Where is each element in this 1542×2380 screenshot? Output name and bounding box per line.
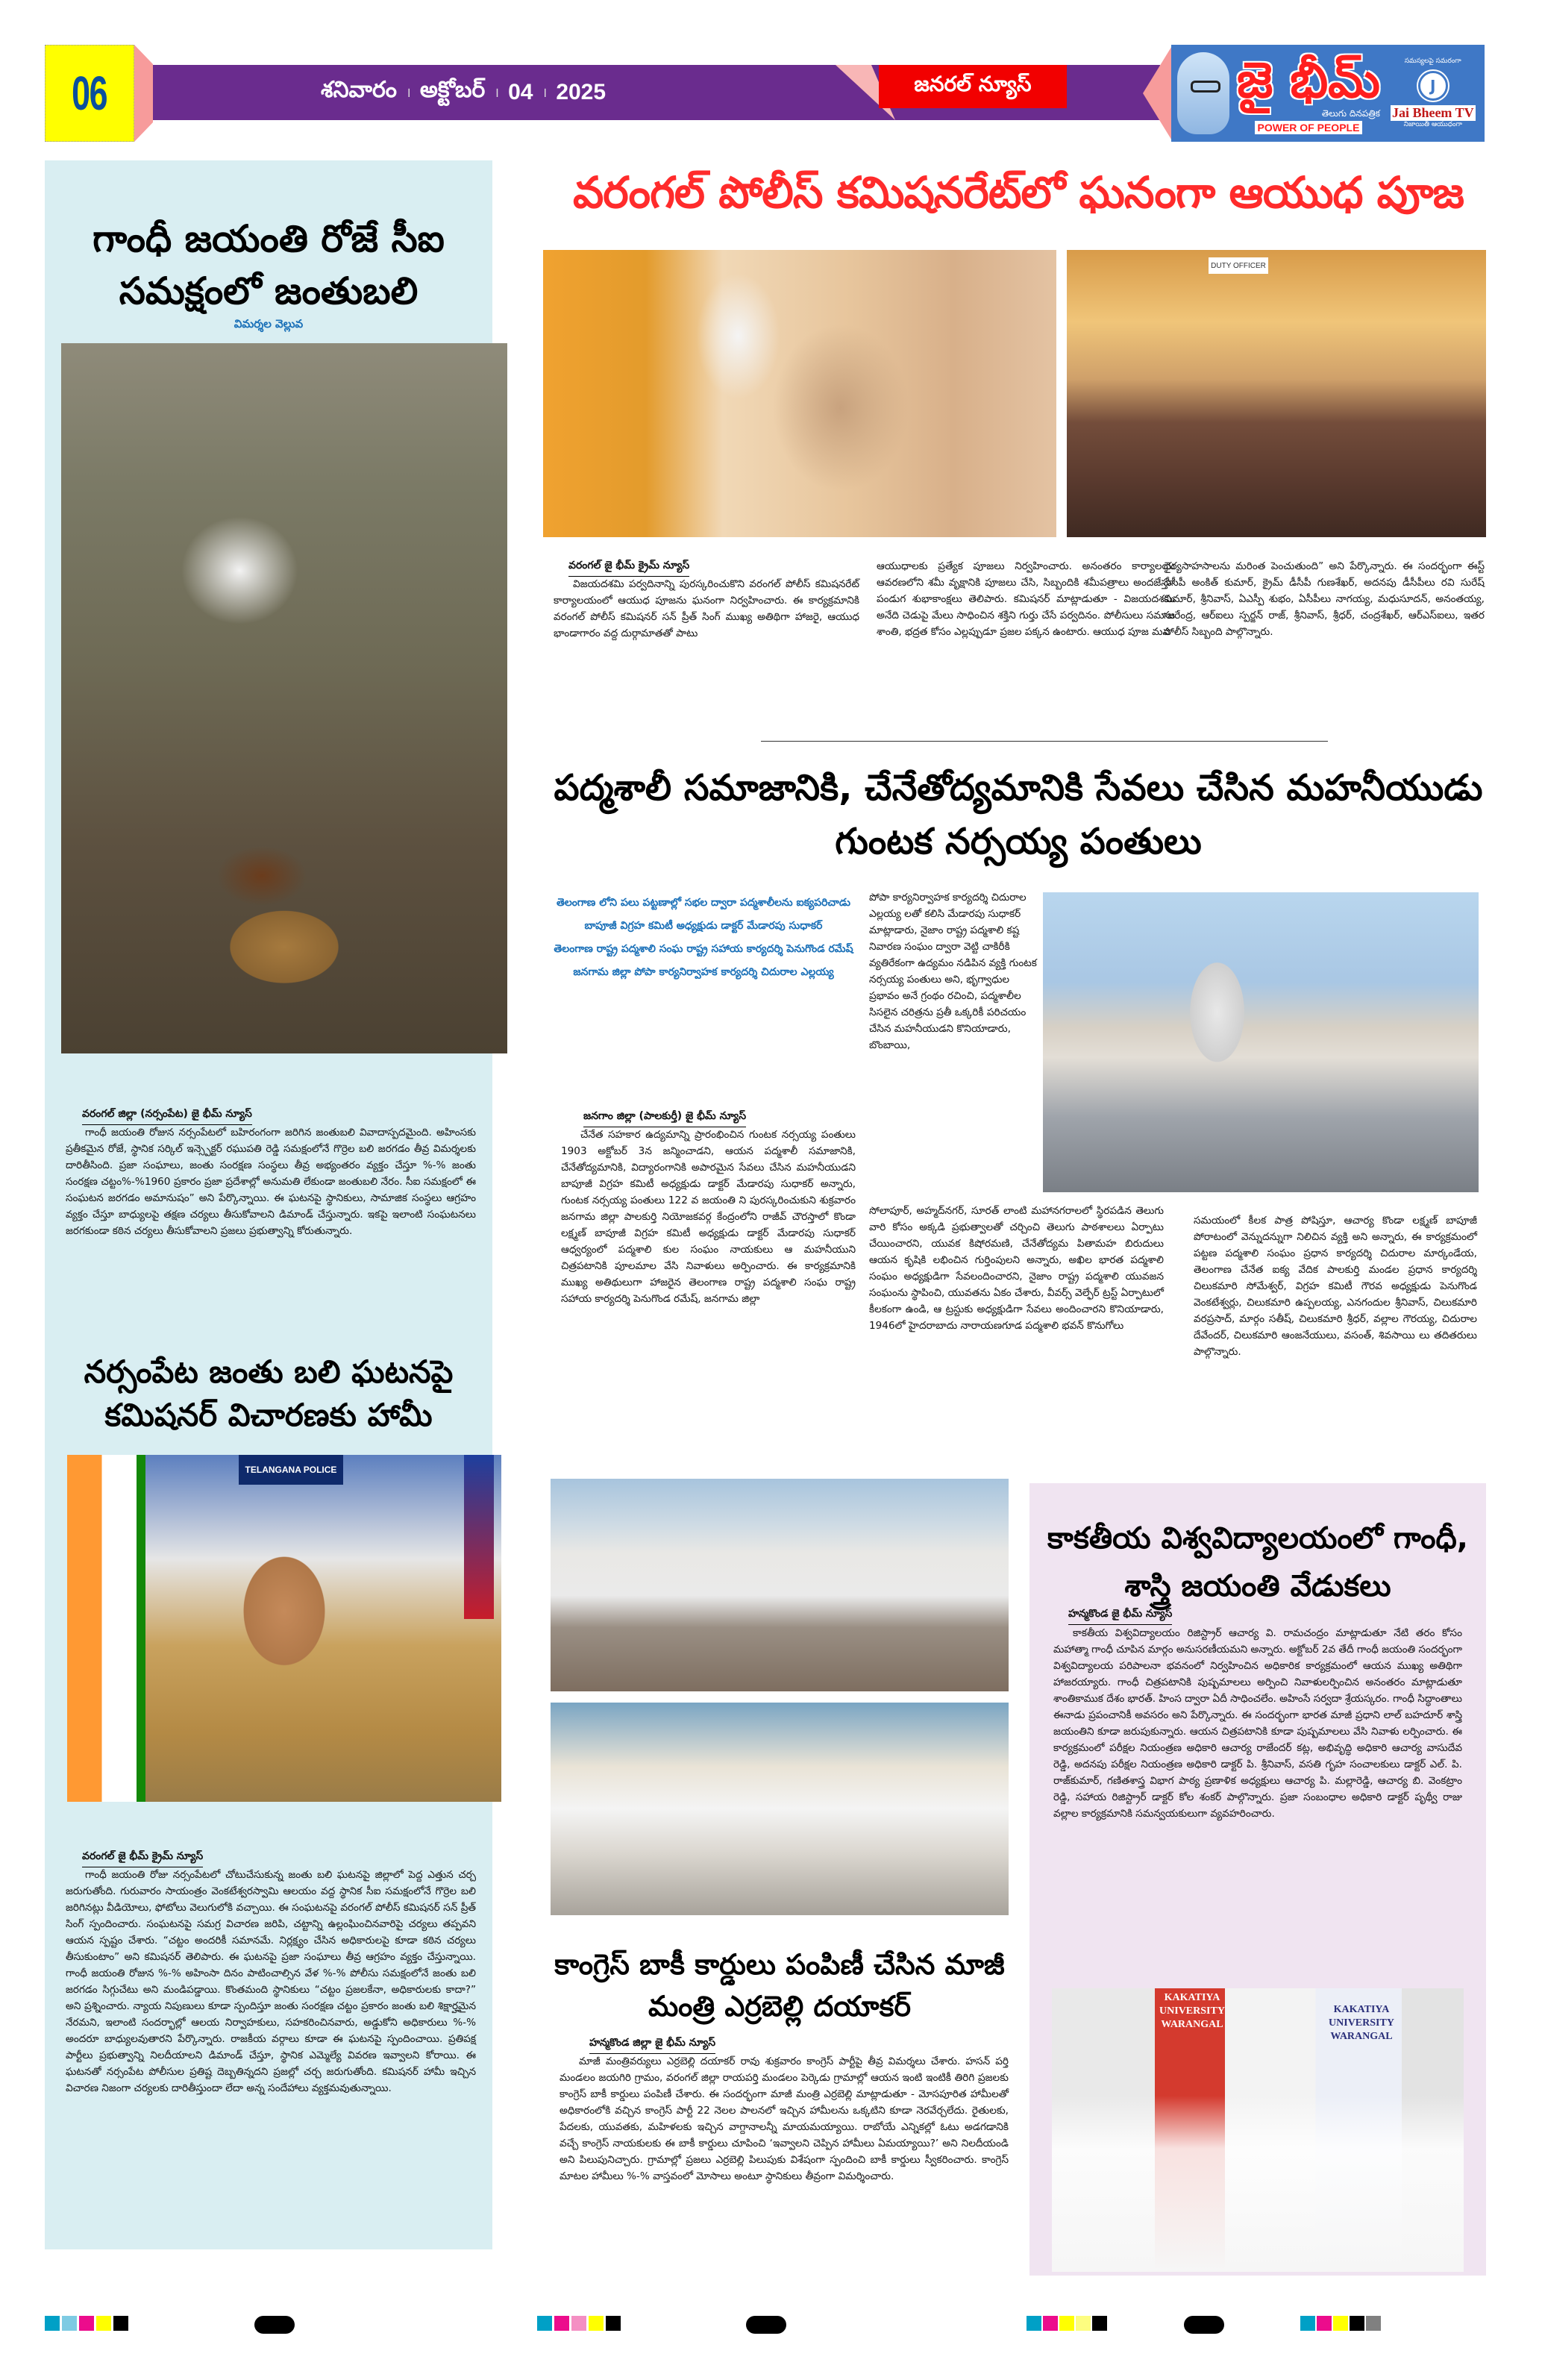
animal-sacrifice-crowd-photo [61,343,507,1053]
registration-mark-yellow [589,2316,604,2331]
tv-top-slogan: సమస్యలపై సమరంగా [1404,57,1461,65]
registration-mark-light-cyan [62,2316,77,2331]
article-body-animal-sacrifice [66,1124,476,1239]
police-sign: TELANGANA POLICE [239,1455,343,1485]
registration-mark-cyan [1027,2316,1041,2331]
registration-mark-black [606,2316,621,2331]
article-highlights [551,892,856,984]
page-number-tab-decoration [134,45,153,142]
newspaper-masthead-logo [1171,45,1485,142]
article-text: గాంధీ జయంతి రోజున నర్సంపేటలో బహిరంగంగా జరిగిన జంతుబలి వివాదాస్పదమైంది. అహింసకు ప్రతీకమైన రోజే, స్థానిక సర్కిల్ ఇన్స్పెక్టర్ రఘుపతి రెడ్డి సమక్షంలోనే గొర్రెల బలి జరగడం తీవ్ర విమర్శలకు దారితీసింది. ప్రజా సంఘాలు, జంతు సంరక్షణ సంస్థలు తీవ్ర అభ్యంతరం వ్యక్తం చేస్తూ %-% జంతు సంరక్షణ చట్టం%-%1960 ప్రకారం ప్రజా ప్రదేశాల్లో అనుమతి లేకుండా జంతుబలి నేరం. సీఐ సమక్షంలో ఈ సంఘటన జరగడం అమానుషం” అని పేర్కొన్నాయి. ఈ ఘటనపై స్థానికులు, సామాజిక సంస్థలు ఆగ్రహం వ్యక్తం చేస్తూ బాధ్యులపై తక్షణ చర్యలు తీసుకోవాలని డిమాండ్ చేస్తున్నారు. ఇకపై ఇలాంటి సంఘటనలు జరగకుండా కఠిన చర్యలు తీసుకోవాలని ప్రజలు ప్రభుత్వాన్ని కోరుతున్నారు. [66,1127,476,1237]
highlight-item: తెలంగాణ లోని పలు పట్టణాల్లో సభల ద్వారా పద్మశాలీలను ఐక్యపరిచాడు [556,897,851,909]
logo-wedge [1143,45,1173,142]
article-body-errabelli [560,2053,1009,2185]
registration-mark-black [1092,2316,1107,2331]
headline-commissioner-inquiry: నర్సంపేట జంతు బలి ఘటనపై కమిషనర్ విచారణకు హామీ [84,1353,454,1433]
headline-kakatiya-jayanti: కాకతీయ విశ్వవిద్యాలయంలో గాంధీ, శాస్త్రి జయంతి వేడుకలు [1047,1521,1468,1603]
dateline: వరంగల్ జై భీమ్ క్రైమ్ న్యూస్ [568,560,689,577]
dateline: జనగాం జిల్లా (పాలకుర్తీ) జై భీమ్ న్యూస్ [583,1110,746,1127]
registration-pill [254,2316,295,2334]
issue-day: శనివారం [321,77,397,102]
tv-suffix: TV [1455,104,1474,120]
registration-mark-magenta [554,2316,569,2331]
tv-name-text: Jai Bheem [1391,104,1452,120]
ayudha-puja-ritual-photo [543,250,1056,537]
registration-mark-magenta [1043,2316,1058,2331]
registration-mark-yellow [1059,2316,1074,2331]
article-column-1 [554,576,859,642]
article-column-2: ఆయుధాలకు ప్రత్యేక పూజలు నిర్వహించారు. అనంతరం కార్యాలయ ఆవరణలోని శమీ వృక్షానికి పూజలు చేసి, సిబ్బందికి శమీపత్రాలు అందజేస్తూ పండుగ శుభాకాంక్షలు తెలిపారు. కమిషనర్ మాట్లాడుతూ - విజయదశమి అనేది చెడుపై మేలు సాధించిన శక్తిని గుర్తు చేసే పర్వదినం. పోలీసులు సమాజ శాంతి, భద్రత కోసం ఎల్లప్పుడూ ప్రజల పక్కన ఉంటారు. ఆయుధ పూజ మన [877,560,1175,638]
tv-name [1391,105,1476,121]
weapons-display-photo [1067,250,1486,537]
village-group-photo [551,1479,1009,1691]
headline-errabelli-cards: కాంగ్రెస్ బాకీ కార్డులు పంపిణీ చేసిన మాజీ మంత్రి ఎర్రబెల్లి దయాకర్ [554,1948,1005,2023]
page-number: 06 [72,66,107,120]
page-number-box [45,45,134,142]
article-text: కాకతీయ విశ్వవిద్యాలయం రిజిస్ట్రార్ ఆచార్య వి. రామచంద్రం మాట్లాడుతూ నేటి తరం కోసం మహాత్మా గాంధీ చూపిన మార్గం అనుసరణీయమని అన్నారు. అక్టోబర్ 2వ తేదీ గాంధీ జయంతి సందర్భంగా విశ్వవిద్యాలయ పరిపాలనా భవనంలో నిర్వహించిన అధికారిక కార్యక్రమంలో ఆయన ముఖ్య అతిథిగా హాజరయ్యారు. గాంధీ చిత్రపటానికి పుష్పమాలలు అర్పించి నివాళులర్పించిన అనంతరం మాట్లాడుతూ శాంతికాముక దేశం భారత్. హింస ద్వారా ఏదీ సాధించలేం. అహింసే సర్వదా శ్రేయస్కరం. గాంధీ సిద్ధాంతాలు ఈనాడు ప్రపంచానికీ అవసరం అని పేర్కొన్నారు. ఈ సందర్భంగా భారత మాజీ ప్రధాని లాల్ బహదూర్ శాస్త్రి జయంతిని కూడా జరుపుకున్నారు. ఆయన చిత్రపటానికి కూడా పుష్పమాలలు వేసి నివాళు లర్పించారు. ఈ కార్యక్రమంలో పరీక్షల నియంత్రణ అధికారి ఆచార్య రాజేందర్ కట్ల, అభివృద్ధి అధికారి ఆచార్య వాసుదేవ రెడ్డి, అదనపు పరీక్షల నియంత్రణ అధికారి డాక్టర్ పి. శ్రీనివాస్, వసతి గృహ సంచాలకులు డాక్టర్ ఎల్. పి. రాజ్‌కుమార్, గణితశాస్త్ర విభాగ పాఠ్య ప్రణాళిక అధ్యక్షులు ఆచార్య పి. మల్లారెడ్డి, ఆచార్య బి. వెంకట్రాం రెడ్డి, సహాయ రిజిస్ట్రార్ డాక్టర్ కోల శంకర్ పాల్గొన్నారు. ప్రజా సంబంధాల అధికారి డాక్టర్ పృథ్వీ రాజు వల్లాల కార్యక్రమానికి సమన్వయకులుగా వ్యవహరించారు. [1053,1627,1463,1820]
article-column-2-continued: సోలాపూర్, అహ్మద్‌నగర్, సూరత్ లాంటి మహానగరాలలో స్థిరపడిన తెలుగు వారి కోసం అక్కడి ప్రభుత్వాలతో చర్చించి తెలుగు పాఠశాలలు ఏర్పాటు చేయించారని, యువక కిషోరమణి, చేనేతోద్యమ పితామహ బిరుదులు ఆయన కృషికి లభించిన గుర్తింపులని అన్నారు, అఖిల భారత పద్మశాలి సంఘం అధ్యక్షుడిగా సేవలందించారని, నైజాం రాష్ట్ర పద్మశాలి యువజన సంఘంను స్థాపించి, యువతను ఏకం చేశారు, వీవర్స్ వెల్ఫేర్ ట్రస్ట్ ఏర్పాటులో కీలకంగా ఉండి, ఆ ట్రస్టుకు అధ్యక్షుడిగా సేవలు అందించారని కొనియాడారు, 1946లో హైదరాబాదు నారాయణగూడ పద్మశాలి భవన్ కొనుగోలు [869,1205,1164,1332]
group-of-people [1052,2096,1464,2272]
headline-ayudha-puja: వరంగల్ పోలీస్ కమిషనరేట్‌లో ఘనంగా ఆయుధ పూజ [573,167,1464,218]
issue-month: అక్టోబర్ [419,77,486,102]
registration-pill [746,2316,786,2334]
registration-mark-magenta [79,2316,94,2331]
university-banner-red: KAKATIYA UNIVERSITY WARANGAL [1159,1992,1225,2030]
issue-date-number: 04 [508,80,533,104]
issue-date [321,65,606,120]
date-separator: । [494,85,500,100]
brand-subtitle: తెలుగు దినపత్రిక [1321,107,1380,119]
article-column-3: సమయంలో కీలక పాత్ర పోషిస్తూ, ఆచార్య కొండా లక్ష్మణ్ బాపూజీ పోరాటంలో వెన్నుదన్నుగా నిలిచిన వ్యక్తి అని అన్నారు, ఈ కార్యక్రమంలో పట్టణ పద్మశాలి సంఘం ప్రధాన కార్యదర్శి చిదురాల మార్కండేయ, తెలంగాణ చేనేత ఐక్య వేదిక పాలకుర్తి మండల ప్రధాన కార్యదర్శి చిలుకమారి సోమేశ్వర్, విగ్రహ కమిటీ గౌరవ అధ్యక్షుడు పెనుగొండ వెంకటేశ్వర్లు, చిలుకమారి ఉప్పలయ్య, ఎనగందుల శ్రీనివాస్, చిలుకమారి వరప్రసాద్, మార్గం సతీష్, చిలుకమారి శ్రీధర్, వల్లాల గౌరయ్య, చిదురాల దేవేందర్, చిలుకమారి ఆంజనేయులు, వసంత్, శివసాయి లు తదితరులు పాల్గొన్నారు. [1194,1215,1477,1358]
article-text: గాంధీ జయంతి రోజు నర్సంపేటలో చోటుచేసుకున్న జంతు బలి ఘటనపై జిల్లాలో పెద్ద ఎత్తున చర్చ జరుగుతోంది. గురువారం సాయంత్రం వెంకటేశ్వరస్వామి ఆలయం వద్ద స్థానిక సీఐ సమక్షంలోనే గొర్రెల బలి జరిగినట్లు వీడియోలు, ఫోటోలు వెలుగులోకి వచ్చాయి. ఈ సంఘటనపై వరంగల్ పోలీస్ కమిషనర్ సన్ ప్రీత్ సింగ్ స్పందించారు. సంఘటనపై సమగ్ర విచారణ జరిపి, చట్టాన్ని ఉల్లంఘించినవారిపై చర్యలు తప్పవని ఆయన స్పష్టం చేశారు. “చట్టం అందరికీ సమానమే. నిర్లక్ష్యం చేసిన అధికారులపై కూడా కఠిన చర్యలు తీసుకుంటాం” అని కమిషనర్ తెలిపారు. ఈ ఘటనపై ప్రజా సంఘాలు తీవ్ర ఆగ్రహం వ్యక్తం చేస్తున్నాయి. గాంధీ జయంతి రోజున %-% అహింసా దినం పాటించాల్సిన వేళ %-% పోలీసు సమక్షంలోనే జంతు బలి జరగడం సిగ్గుచేటు అని మండిపడ్డాయి. కొంతమంది స్థానికులు “చట్టం ప్రజలకేనా, అధికారులకు కాదా?” అని ప్రశ్నించారు. న్యాయ నిపుణులు కూడా స్పందిస్తూ జంతు సంరక్షణ చట్టం ప్రకారం జంతు బలి శిక్షార్హమైన నేరమని, ఇలాంటి సందర్భాల్లో ఆలయ నిర్వాహకులు, సహకరించినవారు, అడ్డుకోని అధికారులు %-% అందరూ బాధ్యులవుతారని పేర్కొన్నారు. రాజకీయ వర్గాలు కూడా ఈ ఘటనపై స్పందించాయి. ప్రతిపక్ష పార్టీలు ప్రభుత్వాన్ని నిలదీయాలని డిమాండ్ చేస్తూ, స్థానిక ఎమ్మెల్యే వివరణ ఇవ్వాలని కోరాయి. ఈ ఘటనతో నర్సంపేట పోలీసుల ప్రతిష్ట దెబ్బతిన్నదని ప్రజల్లో చర్చ జరుగుతోంది. కమిషనర్ హామీ ఇచ్చిన విచారణ నిజంగా చర్యలకు దారితీస్తుందా లేదా అన్న సందేహాలు వ్యక్తమవుతున్నాయి. [66,1869,476,2094]
registration-mark-yellow [1333,2316,1348,2331]
highlight-item: జనగామ జిల్లా పోపా కార్యనిర్వాహక కార్యదర్శి చిదురాల ఎల్లయ్య [573,966,834,978]
section-tag: జనరల్ న్యూస్ [879,65,1067,108]
dateline: వరంగల్ జై భీమ్ క్రైమ్ న్యూస్ [82,1850,203,1867]
article-body-kakatiya [1053,1625,1462,1822]
brand-name: జై భీమ్ [1237,51,1380,109]
article-body-commissioner-inquiry [66,1867,476,2096]
headline-guntaka-narsayya: పద్మశాలీ సమాజానికి, చేనేతోద్యమానికి సేవలు చేసిన మహనీయుడు గుంటక నర్సయ్య పంతులు [554,767,1483,862]
article-text: మాజీ మంత్రివర్యులు ఎర్రబెల్లి దయాకర్ రావు శుక్రవారం కాంగ్రెస్ పార్టీపై తీవ్ర విమర్శలు చేశారు. హసన్ పర్తి మండలం జయగిరి గ్రామం, వరంగల్ జిల్లా రాయపర్తి మండలం పెర్కెడు గ్రామాల్లో ఆయన ఇంటి ఇంటికీ తిరిగి ప్రజలకు కాంగ్రెస్ బాకీ కార్డులు పంపిణీ చేశారు. ఈ సందర్భంగా మాజీ మంత్రి ఎర్రబెల్లి మాట్లాడుతూ - మోసపూరిత హామీలతో అధికారంలోకి వచ్చిన కాంగ్రెస్ పార్టీ 22 నెలల పాలనలో ఇచ్చిన హామీలను ఒక్కటిని కూడా నెరవేర్చలేదు. రైతులకు, పేదలకు, యువతకు, మహిళలకు ఇచ్చిన వాగ్దానాలన్నీ మాయమయ్యాయి. రాబోయే ఎన్నికల్లో ఓటు అడగడానికి వచ్చే కాంగ్రెస్ నాయకులకు ఈ బాకీ కార్డులు చూపించి ‘ఇవ్వాలని చెప్పిన హామీలు ఏమయ్యాయి?’ అని నిలదీయండి అని పిలుపునిచ్చారు. గ్రామాల్లో ప్రజలు ఎర్రబెల్లి పిలుపుకు విశేషంగా స్పందించి బాకీ కార్డులు స్వీకరించారు. కాంగ్రెస్ మాటల హామీలు %-% వాస్తవంలో మోసాలు అంటూ స్థానికులు తీవ్రంగా విమర్శించారు. [560,2055,1009,2182]
registration-pill [1184,2316,1224,2334]
headline-animal-sacrifice: గాంధీ జయంతి రోజే సీఐ సమక్షంలో జంతుబలి [93,217,445,313]
article-column-3: ధైర్యసాహసాలను మరింత పెంచుతుంది” అని పేర్కొన్నారు. ఈ సందర్భంగా ఈస్ట్ డీసీపీ అంకిత్ కుమార్, క్రైమ్ డీసీపీ గుణశేఖర్, అదనపు డీసీపీలు రవి సురేష్ కుమార్, శ్రీనివాస్, ఏఎస్పీ శుభం, ఏసీపీలు నాగయ్య, మధుసూదన్, అనంతయ్య, సురేంద్ర, ఆర్ఐలు స్పర్జన్ రాజ్, శ్రీనివాస్, శ్రీధర్, చంద్రశేఖర్, ఆర్ఎస్ఐలు, ఇతర పోలీస్ సిబ్బంది పాల్గొన్నారు. [1164,560,1485,638]
registration-mark-light-yellow [1076,2316,1091,2331]
registration-mark-magenta [1317,2316,1332,2331]
issue-year: 2025 [556,80,607,104]
article-text: చేనేత సహకార ఉద్యమాన్ని ప్రారంభించిన గుంటక నర్సయ్య పంతులు 1903 అక్టోబర్ 3న జన్మించాడని, ఆయన పద్మశాలీ సమాజానికి, చేనేతోద్యమానికి, విద్యారంగానికి అపారమైన సేవలు చేసిన మహనీయుడని బాపూజీ విగ్రహ కమిటీ అధ్యక్షుడు డాక్టర్ మేడారపు సుధాకర్ అన్నారు, గుంటక నర్సయ్య పంతులు 122 వ జయంతి ని పురస్కరించుకుని శుక్రవారం జనగామ జిల్లా పాలకుర్తి నియోజకవర్గ కేంద్రంలోని రాజీవ్ చౌరస్తాలో కొండా లక్ష్మణ్ బాపూజీ విగ్రహ కమిటీ అధ్యక్షుడు డాక్టర్ మేడారపు సుధాకర్ ఆధ్వర్యంలో పద్మశాలి కుల సంఘం నాయకులు ఆ మహనీయుని చిత్రపటానికి పూలమాల వేసి నివాళులు అర్పించారు. ఈ కార్యక్రమానికి ముఖ్య అతిథులుగా హాజరైన తెలంగాణ రాష్ట్ర పద్మశాలి సంఘ రాష్ట్ర సహాయ కార్యదర్శి పెనుగొండ రమేష్, జనగామ జిల్లా [561,1129,856,1305]
kakatiya-university-event-photo [1052,1988,1464,2272]
highlight-item: బాపూజీ విగ్రహ కమిటీ అధ్యక్షుడు డాక్టర్ మేడారపు సుధాకర్ [584,920,823,932]
statue-garlanding-group-photo [1043,892,1479,1192]
article-text: విజయదశమి పర్వదినాన్ని పురస్కరించుకొని వరంగల్ పోలీస్ కమిషనరేట్ కార్యాలయంలో ఆయుధ పూజను ఘనంగా నిర్వహించారు. ఈ కార్యక్రమానికి వరంగల్ పోలీస్ కమిషనర్ సన్ ప్రీత్ సింగ్ ముఖ్య అతిథిగా హాజరై, ఆయుధ భాండాగారం వద్ద దుర్గామాతతో పాటు [554,578,859,639]
dateline: వరంగల్ జిల్లా (నర్సంపేట) జై భీమ్ న్యూస్ [82,1108,252,1125]
registration-mark-pink [571,2316,586,2331]
police-flag-decoration [464,1455,494,1619]
registration-mark-cyan [1300,2316,1315,2331]
date-separator: । [406,85,411,100]
article-column-1 [561,1127,856,1307]
university-banner-white: KAKATIYA UNIVERSITY WARANGAL [1329,2004,1394,2042]
brand-block [1237,53,1380,134]
registration-mark-cyan [537,2316,552,2331]
registration-mark-black [113,2316,128,2331]
section-divider [761,741,1328,742]
subheadline-criticism: విమర్శల వెల్లువ [234,317,304,331]
registration-mark-cyan [45,2316,60,2331]
dateline: హన్మకొండ జిల్లా జై భీమ్ న్యూస్ [589,2037,715,2054]
cards-distribution-photo [551,1703,1009,1915]
tv-bottom-slogan: నిజాయితీ ఆయుధంగా [1403,120,1462,128]
police-commissioner-photo [67,1455,501,1802]
ambedkar-portrait-icon [1177,52,1229,134]
registration-mark-black [1350,2316,1364,2331]
article-column-2: పోపా కార్యనిర్వాహక కార్యదర్శి చిదురాల ఎల్లయ్య లతో కలిసి మేడారపు సుధాకర్ మాట్లాడారు, నైజాం రాష్ట్ర పద్మశాలి కష్ట నివారణ సంఘం ద్వారా వెట్టి చాకిరీకి వ్యతిరేకంగా ఉద్యమం నడిపిన వ్యక్తి గుంటక నర్సయ్య పంతులు అని, భృగ్వాధుల ప్రభావం అనే గ్రంథం రచించి, పద్మశాలీల సిసలైన చరిత్రను ప్రతీ ఒక్కరికీ పరిచయం చేసిన మహనీయుడని కొనియాడారు, బొంబాయి, [869,892,1037,1051]
tv-emblem-icon: J [1418,71,1448,101]
tv-badge-block [1391,57,1476,130]
duty-officer-sign: DUTY OFFICER [1209,257,1268,274]
date-separator: । [542,85,548,100]
dateline: హన్మకొండ జై భీమ్ న్యూస్ [1068,1608,1172,1625]
highlight-item: తెలంగాణ రాష్ట్ర పద్మశాలి సంఘ రాష్ట్ర సహాయ కార్యదర్శి పెనుగొండ రమేష్ [554,943,853,955]
registration-mark-yellow [96,2316,111,2331]
registration-mark-gray [1366,2316,1381,2331]
brand-tagline: POWER OF PEOPLE [1255,121,1363,134]
